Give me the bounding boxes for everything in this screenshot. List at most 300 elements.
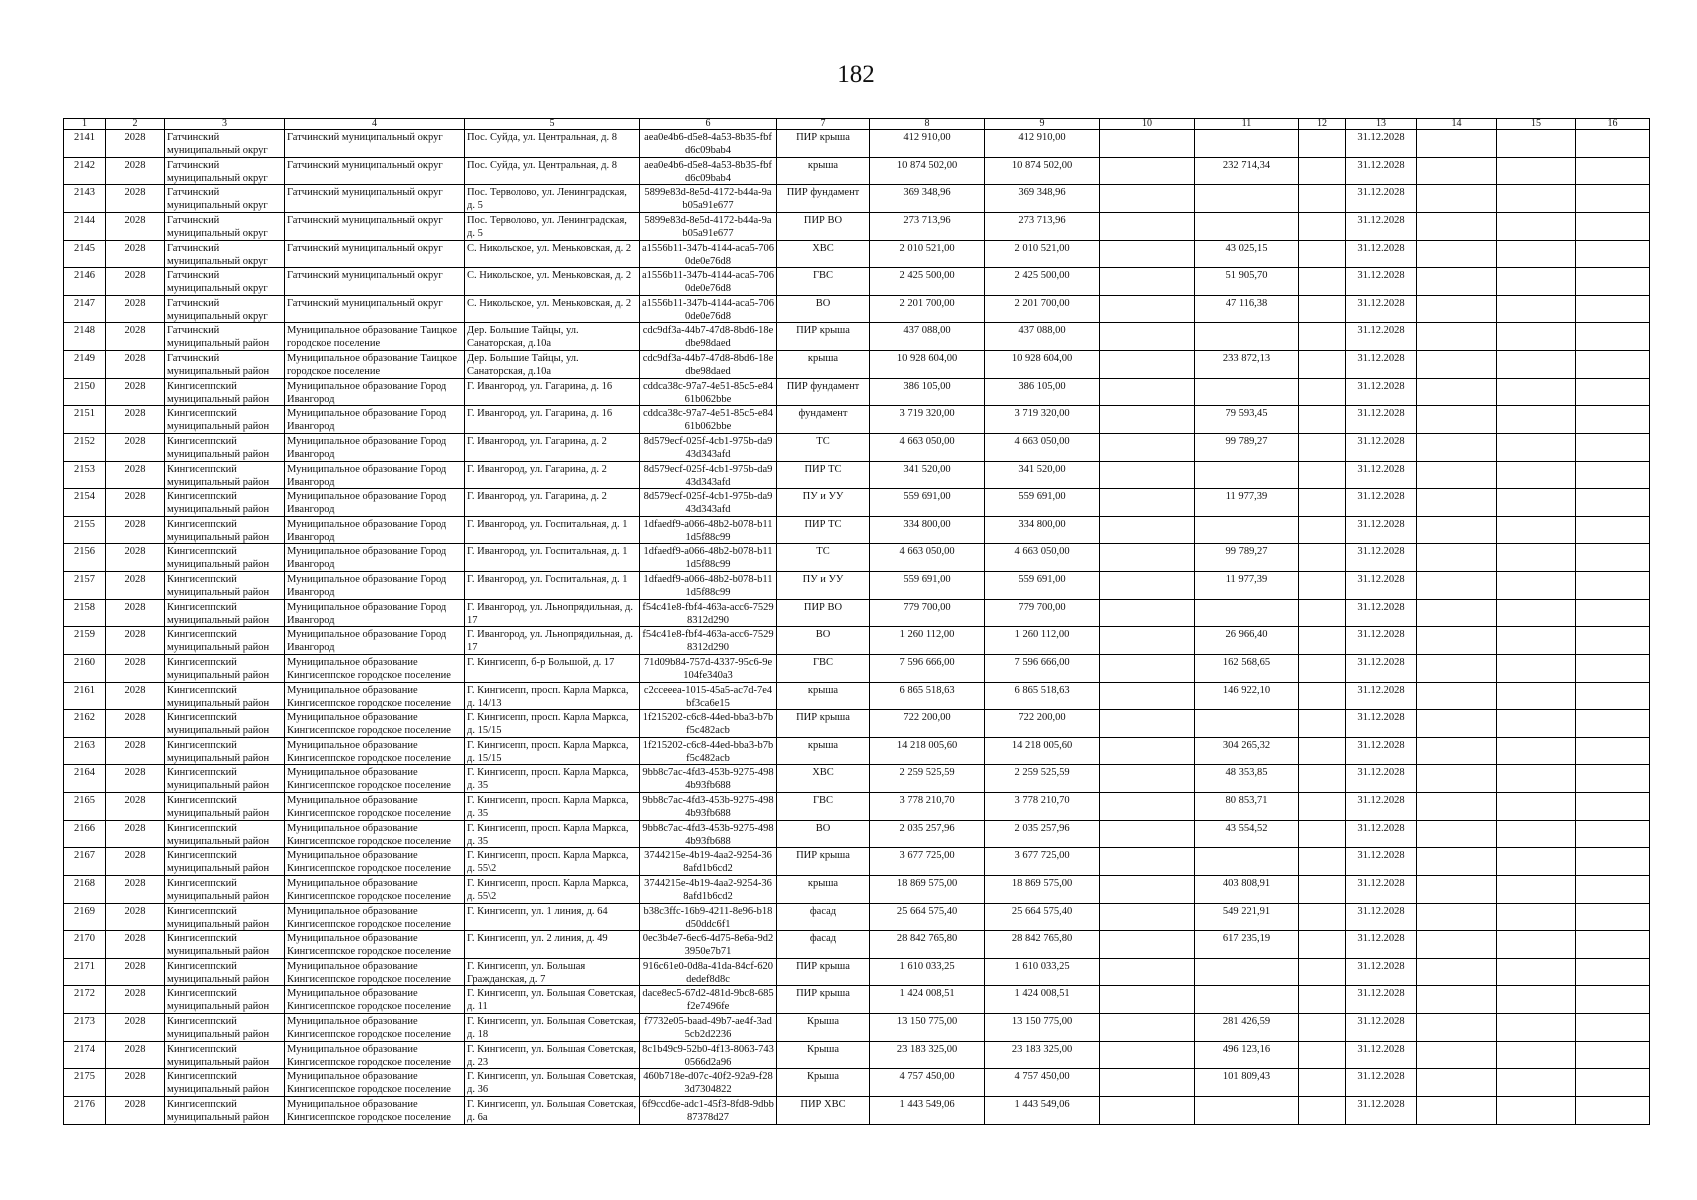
cell-text	[1497, 710, 1575, 737]
table-cell-col-7	[777, 627, 870, 655]
table-cell-col-14	[1417, 875, 1497, 903]
table-cell-col-14	[1417, 682, 1497, 710]
cell-text: 341 520,00	[1018, 463, 1066, 475]
table-cell-col-5	[465, 268, 640, 296]
cell-text: фасад	[809, 933, 837, 945]
table-cell-col-8	[870, 295, 985, 323]
table-cell-col-2	[106, 820, 165, 848]
table-cell-col-7	[777, 323, 870, 351]
table-cell-col-1	[64, 986, 106, 1014]
table-cell-col-9	[985, 212, 1100, 240]
column-header-10	[1100, 119, 1195, 130]
cell-text: 13 150 775,00	[896, 1016, 958, 1027]
table-cell-col-7	[777, 544, 870, 572]
cell-text: Крыша	[806, 1071, 840, 1083]
cell-text	[1417, 517, 1496, 544]
table-cell-col-15	[1497, 1069, 1576, 1097]
cell-text	[1100, 268, 1194, 295]
cell-text: Муниципальное образование Город Ивангород	[287, 629, 447, 654]
table-cell-col-1	[64, 295, 106, 323]
cell-text: 31.12.2028	[1357, 933, 1405, 945]
cell-text: 8c1b49c9-52b0-4f13-8063-7430566d2a96	[642, 1043, 774, 1068]
cell-text	[1100, 1014, 1194, 1041]
cell-text: Муниципальное образование Город Ивангород	[287, 601, 447, 626]
cell-text: Г. Ивангород, ул. Госпитальная, д. 1	[467, 546, 628, 558]
table-row	[64, 461, 1650, 489]
table-cell-col-5	[465, 848, 640, 876]
table-cell-col-13	[1346, 130, 1417, 158]
table-cell-col-2	[106, 737, 165, 765]
cell-text: Г. Кингисепп, просп. Карла Маркса, д. 14/13	[467, 684, 629, 709]
cell-text: cdc9df3a-44b7-47d8-8bd6-18edbe98daed	[642, 325, 774, 350]
cell-text	[1299, 296, 1345, 323]
table-row	[64, 848, 1650, 876]
cell-text: 10 874 502,00	[1011, 159, 1073, 171]
cell-text: 31.12.2028	[1357, 270, 1405, 282]
cell-text	[1417, 655, 1496, 682]
table-cell-col-5	[465, 931, 640, 959]
table-cell-col-5	[465, 654, 640, 682]
table-cell-col-7	[777, 130, 870, 158]
cell-text: 31.12.2028	[1357, 1016, 1405, 1027]
table-row	[64, 351, 1650, 379]
cell-text: 412 910,00	[903, 132, 951, 143]
cell-text	[1497, 462, 1575, 489]
cell-text	[1576, 489, 1649, 516]
table-cell-col-1	[64, 240, 106, 268]
table-cell-col-6	[640, 599, 777, 627]
table-cell-col-8	[870, 903, 985, 931]
cell-text: 13 150 775,00	[1011, 1016, 1073, 1027]
table-cell-col-8	[870, 351, 985, 379]
cell-text: 2028	[124, 656, 146, 668]
cell-text: 4 663 050,00	[1014, 435, 1070, 447]
cell-text: ПИР ХВС	[800, 1098, 846, 1110]
cell-text: 1 610 033,25	[1014, 960, 1070, 972]
table-cell-col-11	[1195, 986, 1299, 1014]
table-cell-col-9	[985, 406, 1100, 434]
table-cell-col-1	[64, 820, 106, 848]
table-cell-col-16	[1576, 765, 1650, 793]
column-number-label: 3	[222, 119, 227, 129]
column-number-label: 5	[549, 119, 555, 129]
cell-text: 2 010 521,00	[899, 242, 955, 254]
table-cell-col-2	[106, 572, 165, 600]
cell-text: Г. Ивангород, ул. Госпитальная, д. 1	[467, 574, 628, 585]
table-cell-col-2	[106, 1096, 165, 1124]
cell-text: 2 035 257,96	[899, 822, 955, 834]
table-cell-col-14	[1417, 1069, 1497, 1097]
table-cell-col-10	[1100, 737, 1195, 765]
table-cell-col-6	[640, 433, 777, 461]
table-cell-col-3	[165, 1069, 285, 1097]
table-cell-col-9	[985, 710, 1100, 738]
cell-text: 369 348,96	[1018, 187, 1066, 199]
cell-text	[1100, 1097, 1194, 1124]
cell-text	[1497, 765, 1575, 792]
table-cell-col-4	[285, 820, 465, 848]
table-cell-col-15	[1497, 406, 1576, 434]
table-cell-col-3	[165, 516, 285, 544]
table-cell-col-9	[985, 627, 1100, 655]
table-cell-col-1	[64, 378, 106, 406]
table-cell-col-13	[1346, 1096, 1417, 1124]
table-cell-col-4	[285, 682, 465, 710]
cell-text: 2028	[124, 684, 146, 696]
cell-text: 31.12.2028	[1357, 325, 1405, 337]
table-cell-col-8	[870, 848, 985, 876]
table-cell-col-16	[1576, 544, 1650, 572]
cell-text: Г. Кингисепп, просп. Карла Маркса, д. 55\2	[467, 850, 629, 875]
cell-text	[1497, 600, 1575, 627]
table-cell-col-14	[1417, 793, 1497, 821]
cell-text: Кингисеппский муниципальный район	[167, 905, 270, 930]
table-cell-col-3	[165, 820, 285, 848]
table-cell-col-4	[285, 986, 465, 1014]
cell-text: Гатчинский муниципальный округ	[167, 187, 268, 212]
table-cell-col-11	[1195, 157, 1299, 185]
table-cell-col-2	[106, 185, 165, 213]
table-row	[64, 185, 1650, 213]
table-cell-col-13	[1346, 710, 1417, 738]
table-cell-col-12	[1299, 986, 1346, 1014]
table-cell-col-4	[285, 627, 465, 655]
table-cell-col-3	[165, 1041, 285, 1069]
cell-text: cddca38c-97a7-4e51-85c5-e8461b062bbe	[642, 408, 774, 433]
cell-text	[1576, 627, 1649, 654]
table-cell-col-8	[870, 627, 985, 655]
table-cell-col-5	[465, 1069, 640, 1097]
table-cell-col-7	[777, 820, 870, 848]
cell-text: 8d579ecf-025f-4cb1-975b-da943d343afd	[643, 435, 773, 460]
table-cell-col-4	[285, 351, 465, 379]
table-cell-col-14	[1417, 489, 1497, 517]
cell-text: 79 593,45	[1225, 408, 1268, 420]
table-cell-col-3	[165, 295, 285, 323]
table-cell-col-13	[1346, 599, 1417, 627]
table-cell-col-14	[1417, 931, 1497, 959]
cell-text	[1497, 406, 1575, 433]
table-cell-col-11	[1195, 572, 1299, 600]
cell-text: Муниципальное образование Город Ивангород	[287, 574, 447, 598]
cell-text: 0ec3b4e7-6ec6-4d75-8e6a-9d23950e7b71	[642, 933, 774, 958]
table-cell-col-14	[1417, 240, 1497, 268]
column-header-16	[1576, 119, 1650, 130]
table-cell-col-11	[1195, 820, 1299, 848]
cell-text	[1497, 627, 1575, 654]
table-cell-col-12	[1299, 433, 1346, 461]
table-cell-col-4	[285, 516, 465, 544]
table-cell-col-1	[64, 1014, 106, 1042]
table-cell-col-16	[1576, 212, 1650, 240]
cell-text	[1497, 517, 1575, 544]
table-cell-col-13	[1346, 737, 1417, 765]
table-cell-col-13	[1346, 323, 1417, 351]
table-cell-col-10	[1100, 433, 1195, 461]
table-cell-col-5	[465, 986, 640, 1014]
table-cell-col-7	[777, 378, 870, 406]
cell-text: aea0e4b6-d5e8-4a53-8b35-fbfd6c09bab4	[644, 132, 772, 156]
cell-text: Крыша	[806, 1043, 840, 1055]
cell-text: 2161	[74, 684, 95, 696]
cell-text: 2028	[124, 463, 146, 475]
table-cell-col-7	[777, 793, 870, 821]
table-cell-col-12	[1299, 958, 1346, 986]
table-cell-col-2	[106, 793, 165, 821]
table-cell-col-1	[64, 489, 106, 517]
cell-text: 48 353,85	[1225, 767, 1268, 779]
cell-text: Кингисеппский муниципальный район	[167, 463, 270, 488]
cell-text	[1576, 765, 1649, 792]
cell-text: 25 664 575,40	[896, 905, 958, 917]
cell-text	[1100, 517, 1194, 544]
cell-text: Муниципальное образование Город Ивангород	[287, 408, 447, 433]
table-cell-col-2	[106, 323, 165, 351]
table-cell-col-1	[64, 351, 106, 379]
table-cell-col-11	[1195, 489, 1299, 517]
table-cell-col-3	[165, 544, 285, 572]
cell-text	[1299, 821, 1345, 848]
cell-text: 3 677 725,00	[1014, 850, 1070, 862]
table-cell-col-3	[165, 1014, 285, 1042]
cell-text	[1576, 683, 1649, 710]
table-cell-col-6	[640, 240, 777, 268]
cell-text: Дер. Большие Тайцы, ул. Санаторская, д.10а	[467, 353, 579, 377]
cell-text: 2149	[74, 353, 95, 364]
cell-text	[1100, 489, 1194, 516]
table-cell-col-10	[1100, 710, 1195, 738]
cell-text	[1100, 434, 1194, 461]
table-cell-col-6	[640, 323, 777, 351]
table-cell-col-6	[640, 1096, 777, 1124]
cell-text: ПИР фундамент	[786, 187, 860, 199]
table-cell-col-1	[64, 1041, 106, 1069]
cell-text: 43 554,52	[1225, 822, 1268, 834]
cell-text	[1299, 489, 1345, 516]
table-cell-col-11	[1195, 378, 1299, 406]
table-row	[64, 875, 1650, 903]
table-cell-col-15	[1497, 986, 1576, 1014]
cell-text	[1497, 268, 1575, 295]
table-cell-col-15	[1497, 516, 1576, 544]
table-cell-col-1	[64, 599, 106, 627]
column-number-label: 16	[1607, 119, 1618, 129]
cell-text: Кингисеппский муниципальный район	[167, 574, 270, 598]
cell-text	[1497, 323, 1575, 350]
table-cell-col-10	[1100, 240, 1195, 268]
cell-text: 3 719 320,00	[1014, 408, 1070, 420]
cell-text: 146 922,10	[1222, 684, 1271, 696]
column-header-15	[1497, 119, 1576, 130]
cell-text	[1417, 185, 1496, 212]
cell-text	[1100, 185, 1194, 212]
table-cell-col-5	[465, 682, 640, 710]
cell-text: Г. Ивангород, ул. Гагарина, д. 16	[467, 380, 613, 392]
table-row	[64, 682, 1650, 710]
cell-text: Кингисеппский муниципальный район	[167, 877, 270, 902]
cell-text: 6 865 518,63	[899, 684, 955, 696]
table-cell-col-3	[165, 351, 285, 379]
table-cell-col-13	[1346, 268, 1417, 296]
table-cell-col-2	[106, 406, 165, 434]
table-cell-col-16	[1576, 710, 1650, 738]
cell-text: 2028	[124, 435, 146, 447]
table-cell-col-13	[1346, 903, 1417, 931]
cell-text: 31.12.2028	[1357, 187, 1405, 199]
table-cell-col-12	[1299, 461, 1346, 489]
table-cell-col-5	[465, 433, 640, 461]
table-cell-col-16	[1576, 268, 1650, 296]
table-cell-col-6	[640, 157, 777, 185]
table-cell-col-4	[285, 875, 465, 903]
table-cell-col-16	[1576, 986, 1650, 1014]
cell-text: 2151	[74, 408, 95, 420]
table-cell-col-8	[870, 572, 985, 600]
cell-text: Гатчинский муниципальный округ	[287, 270, 443, 282]
cell-text: 7 596 666,00	[899, 656, 955, 668]
column-number-label: 1	[82, 119, 87, 129]
table-cell-col-13	[1346, 351, 1417, 379]
table-cell-col-8	[870, 1096, 985, 1124]
table-cell-col-16	[1576, 1014, 1650, 1042]
cell-text	[1100, 683, 1194, 710]
cell-text	[1576, 158, 1649, 185]
cell-text: 31.12.2028	[1357, 601, 1405, 613]
cell-text: крыша	[807, 159, 839, 171]
cell-text	[1100, 655, 1194, 682]
cell-text: ПИР крыша	[796, 325, 850, 337]
cell-text: 437 088,00	[903, 325, 951, 337]
table-cell-col-16	[1576, 682, 1650, 710]
cell-text: Г. Кингисепп, просп. Карла Маркса, д. 15/15	[467, 739, 629, 764]
table-cell-col-13	[1346, 378, 1417, 406]
cell-text: Гатчинский муниципальный округ	[167, 132, 268, 156]
table-cell-col-13	[1346, 654, 1417, 682]
cell-text: 6 865 518,63	[1014, 684, 1070, 696]
cell-text	[1576, 517, 1649, 544]
table-cell-col-4	[285, 599, 465, 627]
cell-text	[1497, 1042, 1575, 1069]
table-cell-col-5	[465, 765, 640, 793]
cell-text	[1417, 710, 1496, 737]
table-cell-col-1	[64, 1096, 106, 1124]
cell-text	[1576, 1097, 1649, 1124]
cell-text: 2142	[74, 159, 95, 171]
column-header-2	[106, 119, 165, 130]
table-cell-col-9	[985, 1041, 1100, 1069]
cell-text: 2153	[74, 463, 95, 475]
table-cell-col-7	[777, 875, 870, 903]
cell-text	[1417, 296, 1496, 323]
table-cell-col-8	[870, 737, 985, 765]
table-cell-col-7	[777, 157, 870, 185]
table-cell-col-14	[1417, 1014, 1497, 1042]
cell-text: Муниципальное образование Город Ивангород	[287, 491, 447, 516]
table-cell-col-12	[1299, 572, 1346, 600]
cell-text: 31.12.2028	[1357, 408, 1405, 420]
cell-text: 31.12.2028	[1357, 159, 1405, 171]
cell-text: 2 259 525,59	[1014, 767, 1070, 779]
table-cell-col-15	[1497, 820, 1576, 848]
cell-text	[1299, 1097, 1345, 1124]
table-cell-col-14	[1417, 378, 1497, 406]
cell-text: ГВС	[812, 795, 834, 806]
table-cell-col-4	[285, 848, 465, 876]
table-cell-col-5	[465, 351, 640, 379]
table-cell-col-2	[106, 627, 165, 655]
cell-text: Г. Кингисепп, просп. Карла Маркса, д. 35	[467, 767, 629, 792]
cell-text: 2147	[74, 297, 95, 309]
column-number-label: 9	[1039, 119, 1045, 129]
cell-text: f54c41e8-fbf4-463a-acc6-75298312d290	[642, 629, 774, 654]
page-number: 182	[837, 61, 875, 88]
table-cell-col-8	[870, 157, 985, 185]
table-cell-col-1	[64, 793, 106, 821]
cell-text: 1dfaedf9-a066-48b2-b078-b111d5f88c99	[643, 574, 773, 598]
table-cell-col-11	[1195, 682, 1299, 710]
cell-text: 2173	[74, 1016, 95, 1027]
table-cell-col-12	[1299, 875, 1346, 903]
table-cell-col-10	[1100, 295, 1195, 323]
table-cell-col-8	[870, 240, 985, 268]
table-cell-col-8	[870, 130, 985, 158]
table-cell-col-11	[1195, 710, 1299, 738]
cell-text: 10 928 604,00	[1011, 353, 1073, 364]
cell-text: ПУ и УУ	[802, 574, 844, 585]
cell-text: 2028	[124, 1043, 146, 1055]
table-cell-col-15	[1497, 212, 1576, 240]
cell-text: 11 977,39	[1225, 574, 1268, 585]
cell-text: 31.12.2028	[1357, 850, 1405, 862]
table-cell-col-1	[64, 461, 106, 489]
cell-text: cddca38c-97a7-4e51-85c5-e8461b062bbe	[642, 380, 774, 405]
table-row	[64, 240, 1650, 268]
cell-text: 2167	[74, 850, 95, 862]
table-cell-col-7	[777, 765, 870, 793]
table-row	[64, 820, 1650, 848]
table-cell-col-5	[465, 295, 640, 323]
table-cell-col-12	[1299, 793, 1346, 821]
table-cell-col-10	[1100, 351, 1195, 379]
table-cell-col-1	[64, 903, 106, 931]
cell-text: 31.12.2028	[1357, 1098, 1405, 1110]
column-number-label: 11	[1241, 119, 1252, 129]
table-cell-col-5	[465, 157, 640, 185]
table-cell-col-10	[1100, 461, 1195, 489]
cell-text: 273 713,96	[1018, 214, 1066, 226]
cell-text: ПУ и УУ	[802, 491, 844, 503]
cell-text	[1497, 821, 1575, 848]
cell-text: 1dfaedf9-a066-48b2-b078-b111d5f88c99	[643, 518, 773, 543]
table-cell-col-4	[285, 295, 465, 323]
table-cell-col-12	[1299, 1069, 1346, 1097]
table-cell-col-12	[1299, 268, 1346, 296]
cell-text: 31.12.2028	[1357, 712, 1405, 724]
table-cell-col-14	[1417, 433, 1497, 461]
cell-text: Г. Кингисепп, ул. Большая Гражданская, д. 7	[467, 960, 586, 985]
table-row	[64, 1014, 1650, 1042]
table-row	[64, 130, 1650, 158]
cell-text: Муниципальное образование Кингисеппское городское поселение	[287, 795, 451, 819]
cell-text: 2145	[74, 242, 95, 254]
cell-text: 2169	[74, 905, 95, 917]
table-cell-col-10	[1100, 130, 1195, 158]
cell-text	[1497, 959, 1575, 986]
cell-text	[1417, 904, 1496, 931]
cell-text	[1100, 213, 1194, 240]
cell-text: Г. Кингисепп, ул. Большая Советская, д. 23	[467, 1043, 637, 1068]
table-cell-col-16	[1576, 323, 1650, 351]
